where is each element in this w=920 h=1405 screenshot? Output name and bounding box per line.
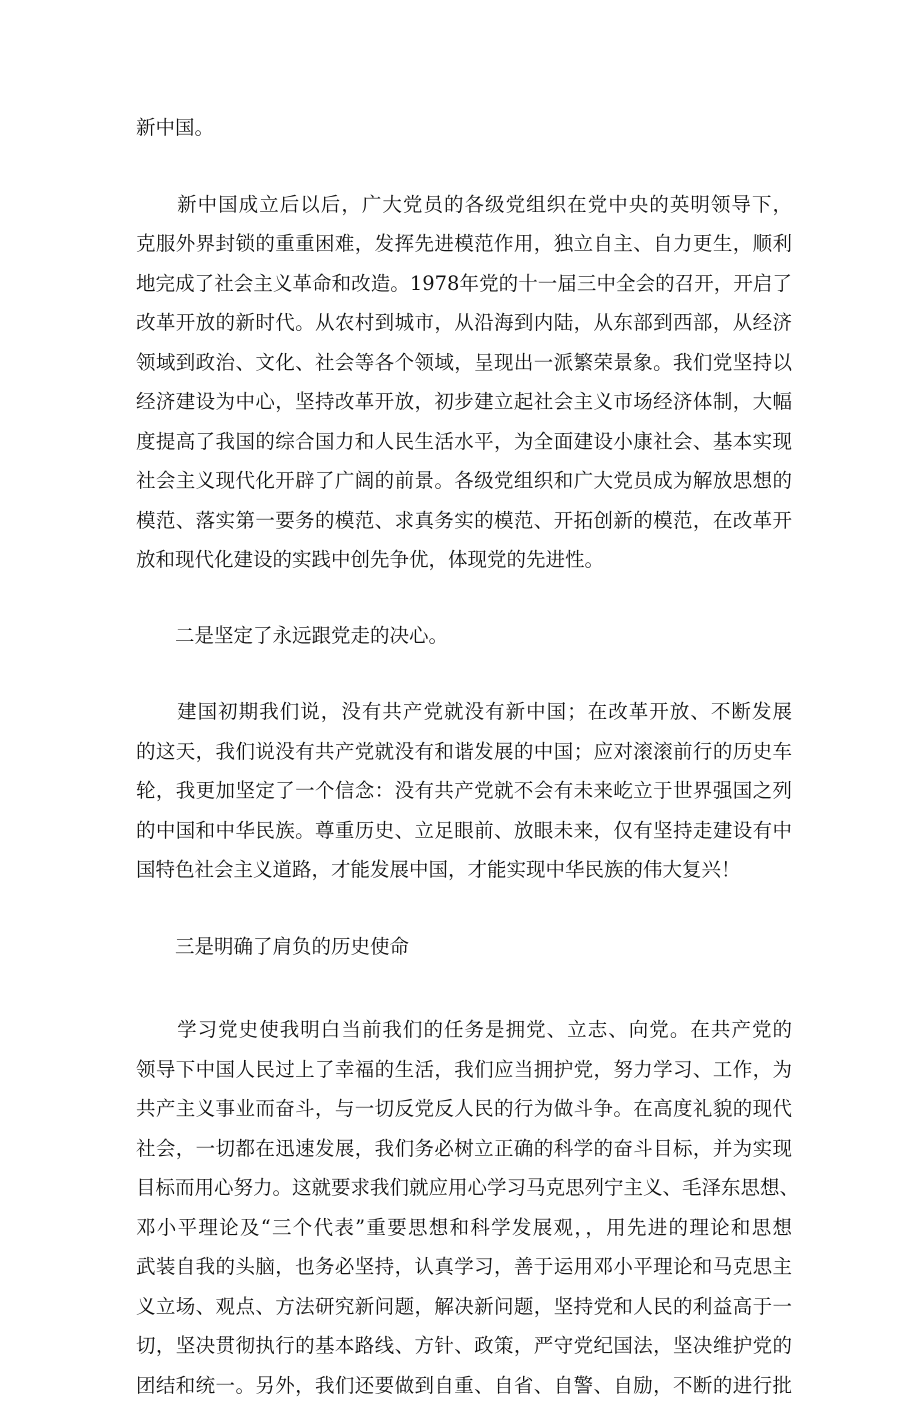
document-body	[136, 108, 792, 1405]
text-line: 目标而用心努力。这就要求我们就应用心学习马克思列宁主义、毛泽东思想、	[136, 1168, 792, 1208]
text-line: 武装自我的头脑，也务必坚持，认真学习，善于运用邓小平理论和马克思主	[136, 1247, 792, 1287]
text-line: 社会，一切都在迅速发展，我们务必树立正确的科学的奋斗目标，并为实现	[136, 1129, 792, 1169]
text-line: 经济建设为中心，坚持改革开放，初步建立起社会主义市场经济体制，大幅	[136, 382, 792, 422]
text-line: 学习党史使我明白当前我们的任务是拥党、立志、向党。在共产党的	[136, 1010, 792, 1050]
text-line: 放和现代化建设的实践中创先争优，体现党的先进性。	[136, 540, 792, 580]
paragraph-5-heading	[136, 927, 792, 967]
text-line: 国特色社会主义道路，才能发展中国，才能实现中华民族的伟大复兴！	[136, 850, 792, 890]
paragraph-4	[136, 692, 792, 890]
text-line: 的中国和中华民族。尊重历史、立足眼前、放眼未来，仅有坚持走建设有中	[136, 811, 792, 851]
text-line: 领导下中国人民过上了幸福的生活，我们应当拥护党，努力学习、工作，为	[136, 1050, 792, 1090]
section-heading: 三是明确了肩负的历史使命	[136, 927, 792, 967]
section-heading: 二是坚定了永远跟党走的决心。	[136, 616, 792, 656]
text-line: 新中国。	[136, 108, 792, 148]
text-line: 地完成了社会主义革命和改造。1978年党的十一届三中全会的召开，开启了	[136, 264, 792, 304]
paragraph-gap	[136, 966, 792, 1010]
paragraph-3-heading	[136, 616, 792, 656]
paragraph-gap	[136, 890, 792, 927]
paragraph-gap	[136, 148, 792, 185]
text-line: 义立场、观点、方法研究新问题，解决新问题，坚持党和人民的利益高于一	[136, 1287, 792, 1327]
text-line: 模范、落实第一要务的模范、求真务实的模范、开拓创新的模范，在改革开	[136, 501, 792, 541]
text-line: 轮，我更加坚定了一个信念：没有共产党就不会有未来屹立于世界强国之列	[136, 771, 792, 811]
paragraph-6	[136, 1010, 792, 1405]
text-line: 建国初期我们说，没有共产党就没有新中国；在改革开放、不断发展	[136, 692, 792, 732]
text-line: 领域到政治、文化、社会等各个领域，呈现出一派繁荣景象。我们党坚持以	[136, 343, 792, 383]
paragraph-1	[136, 108, 792, 148]
text-line: 切，坚决贯彻执行的基本路线、方针、政策，严守党纪国法，坚决维护党的	[136, 1326, 792, 1366]
paragraph-gap	[136, 655, 792, 692]
text-line: 邓小平理论及“三个代表”重要思想和科学发展观，，用先进的理论和思想	[136, 1208, 792, 1248]
text-line: 的这天，我们说没有共产党就没有和谐发展的中国；应对滚滚前行的历史车	[136, 732, 792, 772]
text-line: 改革开放的新时代。从农村到城市，从沿海到内陆，从东部到西部，从经济	[136, 303, 792, 343]
text-line: 克服外界封锁的重重困难，发挥先进模范作用，独立自主、自力更生，顺利	[136, 224, 792, 264]
text-line: 度提高了我国的综合国力和人民生活水平，为全面建设小康社会、基本实现	[136, 422, 792, 462]
text-line: 共产主义事业而奋斗，与一切反党反人民的行为做斗争。在高度礼貌的现代	[136, 1089, 792, 1129]
paragraph-gap	[136, 580, 792, 616]
text-line: 社会主义现代化开辟了广阔的前景。各级党组织和广大党员成为解放思想的	[136, 461, 792, 501]
text-line: 新中国成立后以后，广大党员的各级党组织在党中央的英明领导下，	[136, 185, 792, 225]
text-line: 团结和统一。另外，我们还要做到自重、自省、自警、自励，不断的进行批	[136, 1366, 792, 1405]
paragraph-2	[136, 185, 792, 580]
